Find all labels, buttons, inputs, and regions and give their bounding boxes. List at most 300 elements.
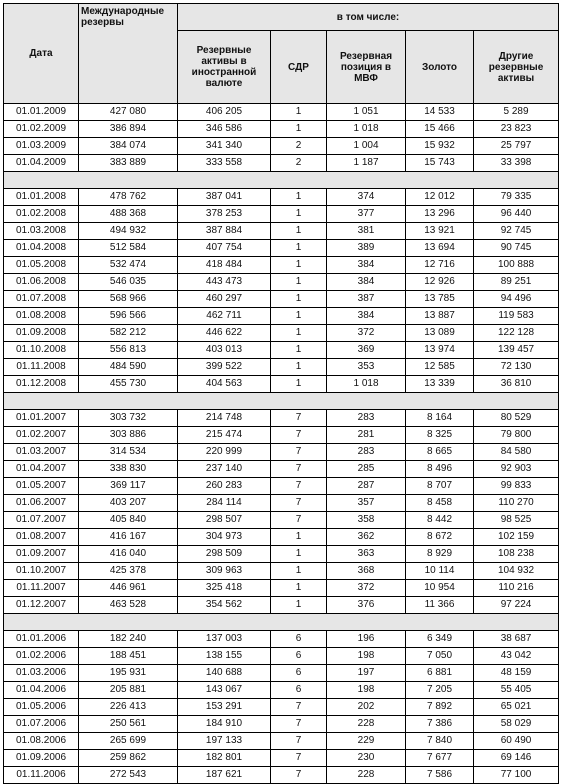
- cell-sdr: 1: [271, 325, 327, 342]
- cell-fx-assets: 333 558: [178, 155, 271, 172]
- cell-fx-assets: 298 507: [178, 512, 271, 529]
- cell-imf-position: 372: [327, 580, 406, 597]
- cell-gold: 8 665: [406, 444, 474, 461]
- cell-international-reserves: 386 894: [79, 121, 178, 138]
- cell-international-reserves: 383 889: [79, 155, 178, 172]
- cell-international-reserves: 427 080: [79, 104, 178, 121]
- cell-sdr: 1: [271, 223, 327, 240]
- cell-international-reserves: 488 368: [79, 206, 178, 223]
- cell-fx-assets: 406 205: [178, 104, 271, 121]
- table-row: [4, 138, 559, 155]
- cell-imf-position: 374: [327, 189, 406, 206]
- cell-gold: 6 349: [406, 631, 474, 648]
- cell-fx-assets: 378 253: [178, 206, 271, 223]
- header-imf-position: Резервная позиция в МВФ: [327, 31, 406, 104]
- cell-international-reserves: 416 167: [79, 529, 178, 546]
- cell-sdr: 1: [271, 291, 327, 308]
- cell-sdr: 1: [271, 376, 327, 393]
- cell-gold: 10 114: [406, 563, 474, 580]
- cell-international-reserves: 205 881: [79, 682, 178, 699]
- cell-imf-position: 377: [327, 206, 406, 223]
- cell-imf-position: 389: [327, 240, 406, 257]
- cell-international-reserves: 446 961: [79, 580, 178, 597]
- cell-imf-position: 229: [327, 733, 406, 750]
- cell-date: 01.02.2008: [4, 206, 79, 223]
- cell-international-reserves: 416 040: [79, 546, 178, 563]
- cell-fx-assets: 443 473: [178, 274, 271, 291]
- table-row: [4, 478, 559, 495]
- cell-sdr: 6: [271, 682, 327, 699]
- cell-sdr: 7: [271, 716, 327, 733]
- cell-date: 01.02.2009: [4, 121, 79, 138]
- cell-date: 01.02.2006: [4, 648, 79, 665]
- cell-imf-position: 358: [327, 512, 406, 529]
- table-row: [4, 240, 559, 257]
- cell-gold: 8 929: [406, 546, 474, 563]
- cell-other-assets: 79 335: [474, 189, 559, 206]
- cell-imf-position: 196: [327, 631, 406, 648]
- table-row: [4, 155, 559, 172]
- cell-imf-position: 198: [327, 682, 406, 699]
- cell-other-assets: 60 490: [474, 733, 559, 750]
- table-row: [4, 716, 559, 733]
- table-row: [4, 733, 559, 750]
- cell-fx-assets: 404 563: [178, 376, 271, 393]
- table-row: [4, 512, 559, 529]
- table-row: [4, 274, 559, 291]
- cell-date: 01.08.2006: [4, 733, 79, 750]
- table-row: [4, 767, 559, 784]
- cell-other-assets: 99 833: [474, 478, 559, 495]
- cell-sdr: 7: [271, 427, 327, 444]
- cell-sdr: 1: [271, 240, 327, 257]
- cell-date: 01.06.2007: [4, 495, 79, 512]
- cell-fx-assets: 298 509: [178, 546, 271, 563]
- cell-sdr: 1: [271, 189, 327, 206]
- table-row: [4, 308, 559, 325]
- cell-date: 01.07.2006: [4, 716, 79, 733]
- cell-international-reserves: 494 932: [79, 223, 178, 240]
- cell-other-assets: 69 146: [474, 750, 559, 767]
- cell-date: 01.11.2007: [4, 580, 79, 597]
- cell-fx-assets: 214 748: [178, 410, 271, 427]
- cell-sdr: 1: [271, 342, 327, 359]
- cell-sdr: 7: [271, 495, 327, 512]
- cell-fx-assets: 325 418: [178, 580, 271, 597]
- cell-fx-assets: 220 999: [178, 444, 271, 461]
- table-row: [4, 291, 559, 308]
- cell-fx-assets: 184 910: [178, 716, 271, 733]
- cell-imf-position: 384: [327, 308, 406, 325]
- header-fx-assets: Резервные активы в иностранной валюте: [178, 31, 271, 104]
- cell-other-assets: 119 583: [474, 308, 559, 325]
- cell-other-assets: 89 251: [474, 274, 559, 291]
- cell-date: 01.07.2007: [4, 512, 79, 529]
- cell-fx-assets: 215 474: [178, 427, 271, 444]
- cell-international-reserves: 384 074: [79, 138, 178, 155]
- table-row: [4, 376, 559, 393]
- cell-sdr: 1: [271, 529, 327, 546]
- cell-sdr: 7: [271, 512, 327, 529]
- cell-international-reserves: 188 451: [79, 648, 178, 665]
- cell-date: 01.01.2008: [4, 189, 79, 206]
- cell-international-reserves: 303 886: [79, 427, 178, 444]
- cell-international-reserves: 478 762: [79, 189, 178, 206]
- cell-gold: 13 887: [406, 308, 474, 325]
- cell-other-assets: 5 289: [474, 104, 559, 121]
- cell-gold: 14 533: [406, 104, 474, 121]
- cell-sdr: 7: [271, 733, 327, 750]
- cell-other-assets: 65 021: [474, 699, 559, 716]
- cell-international-reserves: 455 730: [79, 376, 178, 393]
- cell-other-assets: 108 238: [474, 546, 559, 563]
- table-row: [4, 104, 559, 121]
- table-row: [4, 257, 559, 274]
- cell-date: 01.05.2008: [4, 257, 79, 274]
- table-row: [4, 189, 559, 206]
- cell-date: 01.05.2006: [4, 699, 79, 716]
- header-international-reserves: Международные резервы: [79, 4, 178, 104]
- cell-fx-assets: 403 013: [178, 342, 271, 359]
- cell-fx-assets: 153 291: [178, 699, 271, 716]
- cell-date: 01.01.2007: [4, 410, 79, 427]
- cell-sdr: 1: [271, 274, 327, 291]
- cell-sdr: 7: [271, 750, 327, 767]
- header-sdr: СДР: [271, 31, 327, 104]
- header-gold: Золото: [406, 31, 474, 104]
- cell-other-assets: 80 529: [474, 410, 559, 427]
- table-row: [4, 427, 559, 444]
- cell-date: 01.03.2009: [4, 138, 79, 155]
- cell-other-assets: 33 398: [474, 155, 559, 172]
- cell-imf-position: 384: [327, 257, 406, 274]
- cell-sdr: 1: [271, 104, 327, 121]
- cell-other-assets: 58 029: [474, 716, 559, 733]
- cell-date: 01.04.2008: [4, 240, 79, 257]
- cell-international-reserves: 259 862: [79, 750, 178, 767]
- cell-other-assets: 100 888: [474, 257, 559, 274]
- cell-international-reserves: 484 590: [79, 359, 178, 376]
- table-row: [4, 410, 559, 427]
- cell-date: 01.01.2006: [4, 631, 79, 648]
- table-row: [4, 461, 559, 478]
- cell-date: 01.01.2009: [4, 104, 79, 121]
- cell-gold: 8 496: [406, 461, 474, 478]
- table-row: [4, 223, 559, 240]
- cell-date: 01.04.2007: [4, 461, 79, 478]
- cell-imf-position: 228: [327, 716, 406, 733]
- cell-imf-position: 368: [327, 563, 406, 580]
- table-row: [4, 648, 559, 665]
- cell-sdr: 1: [271, 257, 327, 274]
- cell-fx-assets: 446 622: [178, 325, 271, 342]
- cell-date: 01.10.2007: [4, 563, 79, 580]
- cell-other-assets: 38 687: [474, 631, 559, 648]
- cell-other-assets: 139 457: [474, 342, 559, 359]
- cell-other-assets: 48 159: [474, 665, 559, 682]
- cell-sdr: 1: [271, 563, 327, 580]
- cell-fx-assets: 387 884: [178, 223, 271, 240]
- reserves-table: [3, 3, 559, 784]
- table-row: [4, 563, 559, 580]
- cell-other-assets: 92 903: [474, 461, 559, 478]
- cell-fx-assets: 138 155: [178, 648, 271, 665]
- year-separator-cell: [4, 614, 559, 631]
- cell-date: 01.12.2008: [4, 376, 79, 393]
- cell-other-assets: 94 496: [474, 291, 559, 308]
- cell-international-reserves: 182 240: [79, 631, 178, 648]
- cell-gold: 7 205: [406, 682, 474, 699]
- cell-gold: 12 012: [406, 189, 474, 206]
- cell-other-assets: 77 100: [474, 767, 559, 784]
- cell-gold: 8 442: [406, 512, 474, 529]
- cell-fx-assets: 187 621: [178, 767, 271, 784]
- cell-other-assets: 72 130: [474, 359, 559, 376]
- cell-imf-position: 287: [327, 478, 406, 495]
- cell-international-reserves: 596 566: [79, 308, 178, 325]
- header-row-top: [4, 4, 559, 31]
- cell-sdr: 1: [271, 580, 327, 597]
- cell-fx-assets: 346 586: [178, 121, 271, 138]
- cell-fx-assets: 354 562: [178, 597, 271, 614]
- cell-international-reserves: 265 699: [79, 733, 178, 750]
- cell-fx-assets: 399 522: [178, 359, 271, 376]
- cell-date: 01.02.2007: [4, 427, 79, 444]
- cell-imf-position: 1 051: [327, 104, 406, 121]
- cell-imf-position: 198: [327, 648, 406, 665]
- year-separator-row: [4, 172, 559, 189]
- cell-fx-assets: 460 297: [178, 291, 271, 308]
- cell-gold: 13 296: [406, 206, 474, 223]
- cell-international-reserves: 226 413: [79, 699, 178, 716]
- cell-imf-position: 202: [327, 699, 406, 716]
- cell-international-reserves: 546 035: [79, 274, 178, 291]
- table-body: [4, 104, 559, 784]
- cell-gold: 11 366: [406, 597, 474, 614]
- cell-date: 01.03.2007: [4, 444, 79, 461]
- cell-sdr: 1: [271, 206, 327, 223]
- cell-imf-position: 228: [327, 767, 406, 784]
- table-row: [4, 597, 559, 614]
- cell-other-assets: 102 159: [474, 529, 559, 546]
- cell-imf-position: 1 018: [327, 376, 406, 393]
- table-row: [4, 495, 559, 512]
- cell-international-reserves: 405 840: [79, 512, 178, 529]
- cell-international-reserves: 582 212: [79, 325, 178, 342]
- cell-international-reserves: 425 378: [79, 563, 178, 580]
- header-other-assets: Другие резервные активы: [474, 31, 559, 104]
- cell-sdr: 6: [271, 631, 327, 648]
- cell-fx-assets: 182 801: [178, 750, 271, 767]
- cell-fx-assets: 197 133: [178, 733, 271, 750]
- cell-imf-position: 1 187: [327, 155, 406, 172]
- cell-international-reserves: 272 543: [79, 767, 178, 784]
- table-row: [4, 529, 559, 546]
- cell-sdr: 7: [271, 699, 327, 716]
- cell-sdr: 2: [271, 138, 327, 155]
- cell-other-assets: 98 525: [474, 512, 559, 529]
- table-row: [4, 580, 559, 597]
- cell-imf-position: 283: [327, 444, 406, 461]
- table-row: [4, 631, 559, 648]
- cell-fx-assets: 304 973: [178, 529, 271, 546]
- cell-sdr: 7: [271, 478, 327, 495]
- table-row: [4, 682, 559, 699]
- cell-other-assets: 23 823: [474, 121, 559, 138]
- cell-imf-position: 353: [327, 359, 406, 376]
- cell-imf-position: 1 018: [327, 121, 406, 138]
- header-date: Дата: [4, 4, 79, 104]
- cell-gold: 6 881: [406, 665, 474, 682]
- cell-date: 01.07.2008: [4, 291, 79, 308]
- cell-imf-position: 376: [327, 597, 406, 614]
- cell-fx-assets: 309 963: [178, 563, 271, 580]
- cell-date: 01.08.2008: [4, 308, 79, 325]
- cell-sdr: 2: [271, 155, 327, 172]
- cell-fx-assets: 341 340: [178, 138, 271, 155]
- cell-gold: 7 586: [406, 767, 474, 784]
- year-separator-cell: [4, 393, 559, 410]
- cell-other-assets: 36 810: [474, 376, 559, 393]
- cell-gold: 7 840: [406, 733, 474, 750]
- cell-gold: 7 050: [406, 648, 474, 665]
- cell-gold: 13 339: [406, 376, 474, 393]
- header-including: в том числе:: [178, 4, 559, 31]
- cell-gold: 7 677: [406, 750, 474, 767]
- cell-imf-position: 230: [327, 750, 406, 767]
- cell-imf-position: 381: [327, 223, 406, 240]
- cell-international-reserves: 463 528: [79, 597, 178, 614]
- cell-gold: 15 743: [406, 155, 474, 172]
- table-row: [4, 665, 559, 682]
- table-row: [4, 699, 559, 716]
- cell-date: 01.09.2006: [4, 750, 79, 767]
- table-row: [4, 325, 559, 342]
- cell-fx-assets: 462 711: [178, 308, 271, 325]
- cell-gold: 8 325: [406, 427, 474, 444]
- cell-international-reserves: 532 474: [79, 257, 178, 274]
- cell-gold: 12 716: [406, 257, 474, 274]
- cell-gold: 13 785: [406, 291, 474, 308]
- cell-sdr: 6: [271, 665, 327, 682]
- table-row: [4, 750, 559, 767]
- table-row: [4, 121, 559, 138]
- cell-gold: 13 974: [406, 342, 474, 359]
- cell-gold: 7 386: [406, 716, 474, 733]
- cell-fx-assets: 143 067: [178, 682, 271, 699]
- cell-sdr: 7: [271, 461, 327, 478]
- cell-sdr: 7: [271, 444, 327, 461]
- year-separator-row: [4, 393, 559, 410]
- cell-gold: 15 466: [406, 121, 474, 138]
- cell-gold: 8 672: [406, 529, 474, 546]
- cell-imf-position: 197: [327, 665, 406, 682]
- cell-date: 01.04.2009: [4, 155, 79, 172]
- cell-imf-position: 283: [327, 410, 406, 427]
- table-row: [4, 444, 559, 461]
- cell-gold: 15 932: [406, 138, 474, 155]
- cell-sdr: 1: [271, 597, 327, 614]
- cell-sdr: 1: [271, 121, 327, 138]
- cell-imf-position: 387: [327, 291, 406, 308]
- cell-gold: 8 458: [406, 495, 474, 512]
- table-row: [4, 359, 559, 376]
- cell-imf-position: 362: [327, 529, 406, 546]
- cell-sdr: 7: [271, 767, 327, 784]
- cell-date: 01.11.2008: [4, 359, 79, 376]
- cell-fx-assets: 407 754: [178, 240, 271, 257]
- cell-imf-position: 285: [327, 461, 406, 478]
- cell-other-assets: 79 800: [474, 427, 559, 444]
- cell-sdr: 1: [271, 308, 327, 325]
- cell-sdr: 6: [271, 648, 327, 665]
- cell-date: 01.10.2008: [4, 342, 79, 359]
- cell-gold: 12 926: [406, 274, 474, 291]
- cell-date: 01.04.2006: [4, 682, 79, 699]
- cell-date: 01.08.2007: [4, 529, 79, 546]
- cell-date: 01.03.2006: [4, 665, 79, 682]
- cell-international-reserves: 512 584: [79, 240, 178, 257]
- cell-gold: 13 921: [406, 223, 474, 240]
- year-separator-cell: [4, 172, 559, 189]
- table-row: [4, 546, 559, 563]
- cell-date: 01.12.2007: [4, 597, 79, 614]
- cell-imf-position: 281: [327, 427, 406, 444]
- cell-fx-assets: 137 003: [178, 631, 271, 648]
- cell-gold: 7 892: [406, 699, 474, 716]
- cell-other-assets: 97 224: [474, 597, 559, 614]
- cell-date: 01.11.2006: [4, 767, 79, 784]
- cell-fx-assets: 237 140: [178, 461, 271, 478]
- cell-other-assets: 84 580: [474, 444, 559, 461]
- cell-imf-position: 384: [327, 274, 406, 291]
- cell-imf-position: 369: [327, 342, 406, 359]
- cell-international-reserves: 195 931: [79, 665, 178, 682]
- cell-international-reserves: 403 207: [79, 495, 178, 512]
- cell-international-reserves: 556 813: [79, 342, 178, 359]
- cell-other-assets: 25 797: [474, 138, 559, 155]
- cell-international-reserves: 568 966: [79, 291, 178, 308]
- cell-fx-assets: 284 114: [178, 495, 271, 512]
- cell-gold: 12 585: [406, 359, 474, 376]
- cell-date: 01.05.2007: [4, 478, 79, 495]
- cell-other-assets: 55 405: [474, 682, 559, 699]
- cell-other-assets: 122 128: [474, 325, 559, 342]
- cell-gold: 13 694: [406, 240, 474, 257]
- cell-gold: 10 954: [406, 580, 474, 597]
- cell-other-assets: 90 745: [474, 240, 559, 257]
- cell-international-reserves: 314 534: [79, 444, 178, 461]
- cell-imf-position: 372: [327, 325, 406, 342]
- table-row: [4, 206, 559, 223]
- cell-imf-position: 363: [327, 546, 406, 563]
- cell-date: 01.06.2008: [4, 274, 79, 291]
- cell-international-reserves: 303 732: [79, 410, 178, 427]
- year-separator-row: [4, 614, 559, 631]
- cell-imf-position: 357: [327, 495, 406, 512]
- cell-other-assets: 110 270: [474, 495, 559, 512]
- cell-date: 01.09.2007: [4, 546, 79, 563]
- cell-sdr: 7: [271, 410, 327, 427]
- cell-other-assets: 104 932: [474, 563, 559, 580]
- cell-gold: 8 707: [406, 478, 474, 495]
- cell-gold: 8 164: [406, 410, 474, 427]
- cell-sdr: 1: [271, 546, 327, 563]
- cell-sdr: 1: [271, 359, 327, 376]
- cell-date: 01.09.2008: [4, 325, 79, 342]
- cell-international-reserves: 369 117: [79, 478, 178, 495]
- cell-fx-assets: 387 041: [178, 189, 271, 206]
